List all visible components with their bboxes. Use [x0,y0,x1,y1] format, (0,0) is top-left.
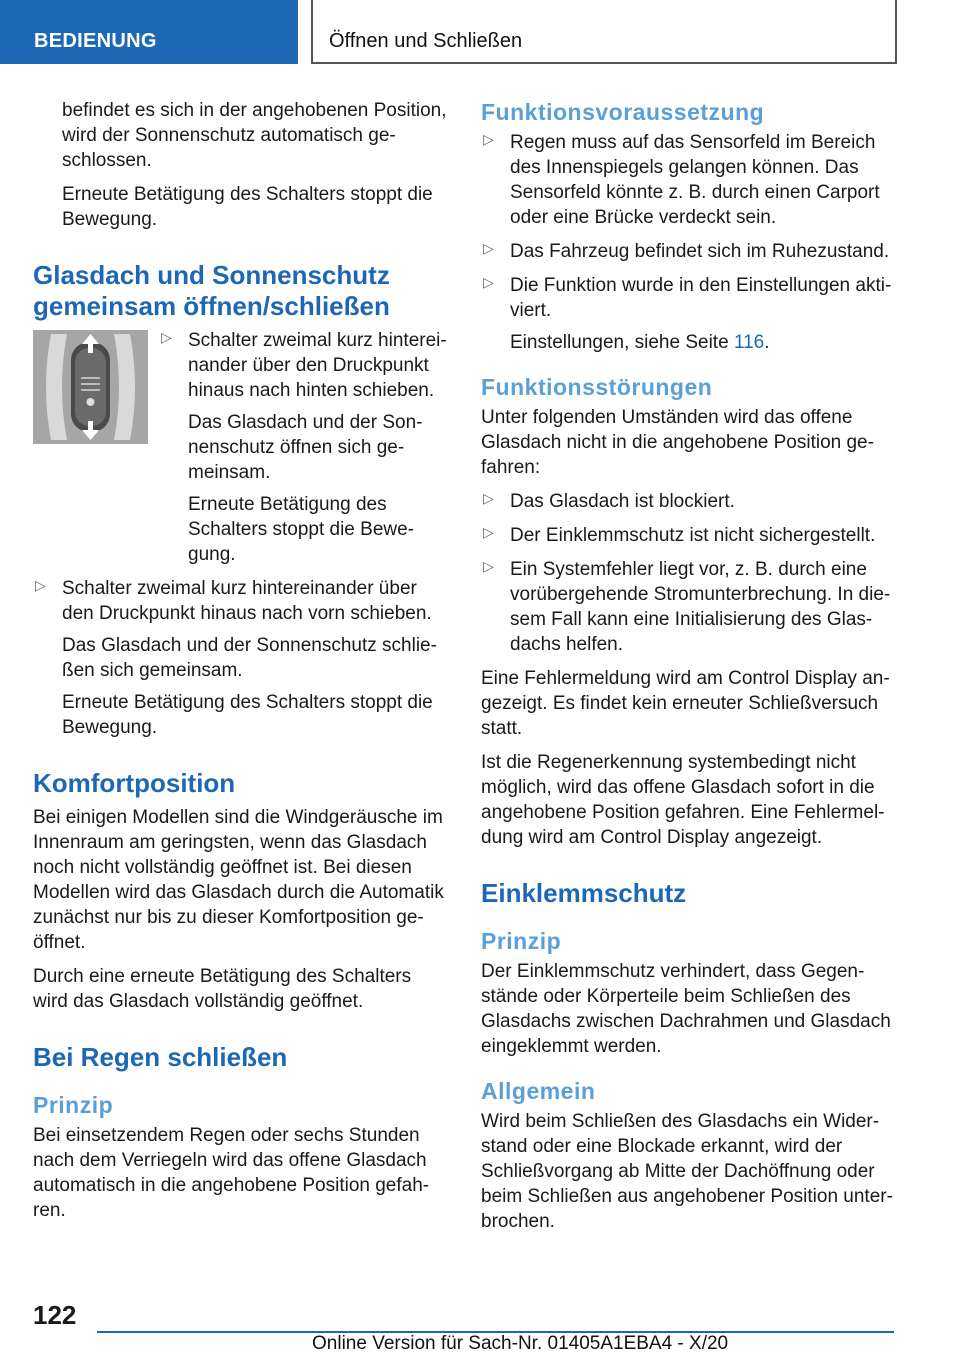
sunroof-switch-icon [33,330,148,444]
subheading-funktionsvoraussetzung: Funktionsvoraussetzung [481,99,765,125]
page-link[interactable]: 116 [733,332,765,353]
bullet-text: Schalter zweimal kurz hinterei- nander über den Druckpunkt hinaus nach hinten schieben. [188,330,447,401]
list-item [481,273,901,355]
bullet-text: Das Glasdach und der Sonnenschutz schlie- ßen sich gemeinsam. [62,635,437,681]
online-version-note: Online Version für Sach-Nr. 01405A1EBA4 - X/20 [312,1333,729,1354]
list-item [481,489,901,514]
bullet-triangle-icon: ▷ [483,240,494,256]
heading-regen: Bei Regen schließen [33,1042,288,1072]
bullet-text: Das Fahrzeug befindet sich im Ruhezustand. [510,241,890,262]
sunroof-switch-image [33,330,148,444]
bullet-text: Ein Systemfehler liegt vor, z. B. durch eine vorübergehende Stromunterbrechung. In die- sem Fall kann eine Initialisierung des Glas- dachs helfen. [510,559,891,655]
subheading-allgemein: Allgemein [481,1078,596,1104]
list-item [481,130,901,230]
left-column [33,98,448,1232]
paragraph: befindet es sich in der angehobenen Position, wird der Sonnenschutz automatisch ge- schlossen. [62,100,447,171]
bullet-text: Das Glasdach ist blockiert. [510,491,735,512]
bullet-text: Die Funktion wurde in den Einstellungen akti- viert. [510,275,892,321]
chapter-title: Öffnen und Schließen [329,30,523,52]
paragraph: Wird beim Schließen des Glasdachs ein Wider- stand oder eine Blockade erkannt, wird der Schließvorgang ab Mitte der Dachöffnung oder beim Schließen aus angehobener Position unter- brochen. [481,1111,893,1232]
list-item [159,328,448,567]
paragraph: Unter folgenden Umständen wird das offene Glasdach nicht in die angehobene Position ge- fahren: [481,407,874,478]
bullet-text: Schalter zweimal kurz hintereinander über den Druckpunkt hinaus nach vorn schieben. [62,578,432,624]
paragraph: Ist die Regenerkennung systembedingt nicht möglich, wird das offene Glasdach sofort in die angehobene Position gefahren. Eine Fehlermel- dung wird am Control Display angezeigt. [481,752,885,848]
list-item [481,557,901,657]
right-column [481,98,901,1243]
paragraph: Bei einsetzendem Regen oder sechs Stunden nach dem Verriegeln wird das offene Glasdach automatisch in die angehobene Position gefah- ren. [33,1125,430,1221]
list-item [481,523,901,548]
cross-reference-end: . [764,332,770,353]
bullet-triangle-icon: ▷ [483,524,494,540]
subheading-prinzip: Prinzip [33,1092,114,1118]
chapter-header [311,0,897,64]
paragraph: Eine Fehlermeldung wird am Control Display an- gezeigt. Es findet kein erneuter Schließversuch statt. [481,668,890,739]
switch-illustration-row [33,328,448,567]
bullet-triangle-icon: ▷ [483,558,494,574]
heading-glasdach: Glasdach und Sonnenschutz gemeinsam öffnen/schließen [33,260,390,321]
bullet-text: Das Glasdach und der Son- nenschutz öffnen sich ge- meinsam. [188,412,423,483]
list-item [481,239,901,264]
bullet-triangle-icon: ▷ [35,577,46,593]
section-label: BEDIENUNG [34,30,157,52]
heading-komfortposition: Komfortposition [33,768,236,798]
paragraph: Durch eine erneute Betätigung des Schalters wird das Glasdach vollständig geöffnet. [33,966,412,1012]
section-tab [0,0,298,64]
heading-einklemmschutz: Einklemmschutz [481,878,687,908]
subheading-funktionsstoerungen: Funktionsstörungen [481,374,713,400]
bullet-text: Der Einklemmschutz ist nicht sichergestellt. [510,525,876,546]
bullet-text: Regen muss auf das Sensorfeld im Bereich des Innenspiegels gelangen können. Das Sensorfeld könnte z. B. durch einen Carport oder eine Brücke verdeckt sein. [510,132,880,228]
page-number: 122 [33,1300,77,1330]
bullet-text: Erneute Betätigung des Schalters stoppt die Bewe- gung. [188,494,415,565]
paragraph: Erneute Betätigung des Schalters stoppt die Bewegung. [62,184,433,230]
list-item [33,576,448,740]
bullet-triangle-icon: ▷ [483,274,494,290]
bullet-triangle-icon: ▷ [161,329,172,345]
bullet-triangle-icon: ▷ [483,490,494,506]
cross-reference [510,330,901,355]
paragraph: Bei einigen Modellen sind die Windgeräusche im Innenraum am geringsten, wenn das Glasdach noch nicht vollständig geöffnet ist. Bei diesen Modellen wird das Glasdach durch die Automatik zunächst nur bis zu dieser Komfortposition ge- öffnet. [33,807,444,953]
cross-reference-text: Einstellungen, siehe Seite [510,332,734,353]
bullet-text: Erneute Betätigung des Schalters stoppt die Bewegung. [62,692,433,738]
bullet-triangle-icon: ▷ [483,131,494,147]
subheading-prinzip: Prinzip [481,928,562,954]
paragraph: Der Einklemmschutz verhindert, dass Gegen- stände oder Körperteile beim Schließen des Glasdachs zwischen Dachrahmen und Glasdach eingeklemmt werden. [481,961,891,1057]
